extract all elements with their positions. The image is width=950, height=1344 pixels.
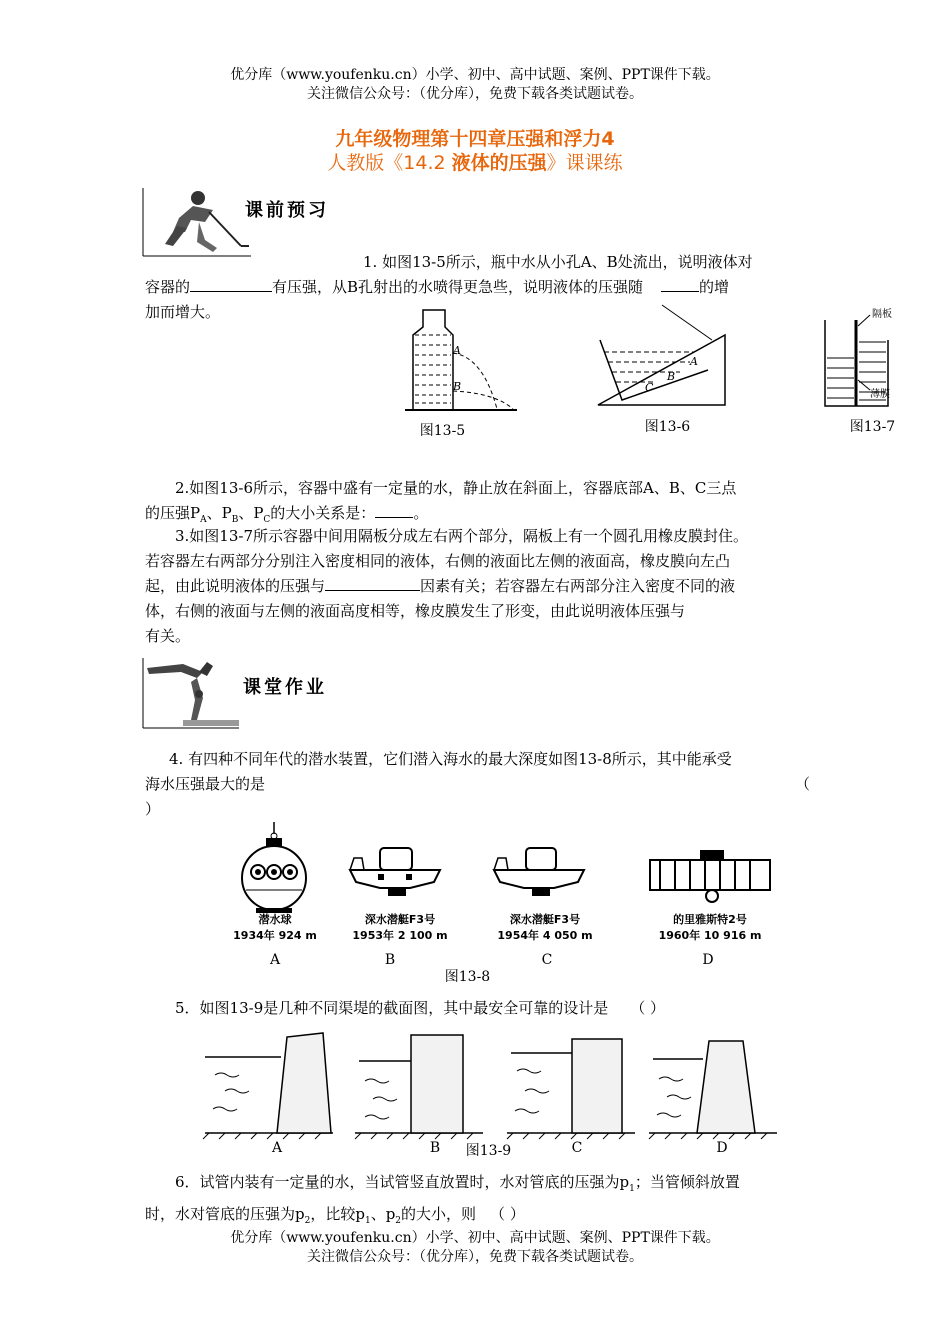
section-preview-label: 课前预习 xyxy=(245,200,329,221)
dams-figure xyxy=(195,1025,785,1140)
q6-text-2b: ，比较p xyxy=(310,1205,365,1223)
fig5-label-a: A xyxy=(453,344,461,357)
skater-icon xyxy=(143,188,253,258)
q2-sub-a: A xyxy=(200,515,207,525)
q6-sub-2: 2 xyxy=(304,1216,311,1226)
fig8-item-d xyxy=(650,912,770,944)
slope-container-figure xyxy=(590,300,730,410)
q3-text-3a: 起，由此说明液体的压强与 xyxy=(145,577,326,595)
fig9-letter-b: B xyxy=(429,1140,441,1156)
fig8-a-info: 1934年 924 m xyxy=(233,929,317,942)
q4-text-2: 海水压强最大的是 xyxy=(145,775,266,793)
q6-sub-1: 1 xyxy=(629,1184,635,1194)
q2-p: 的压强P xyxy=(145,504,201,522)
subtitle-part-2: 液体的压强 xyxy=(451,152,547,174)
q1-blank-2[interactable] xyxy=(661,275,699,292)
q1-text-d: 的增 xyxy=(699,278,730,296)
q6-line-1 xyxy=(145,1170,810,1202)
q6-paren: （ ） xyxy=(490,1205,525,1223)
q3-text-3b: 因素有关；若容器左右两部分注入密度不同的液 xyxy=(420,577,736,595)
fig6-label-c: C xyxy=(645,381,654,394)
fig8-letter-d: D xyxy=(702,952,714,968)
fig8-c-name: 深水潜艇F3号 xyxy=(509,913,581,926)
question-5 xyxy=(145,996,810,1021)
q2-line-1: 2.如图13-6所示，容器中盛有一定量的水，静止放在斜面上，容器底部A、B、C三点 xyxy=(175,479,737,497)
q3-blank-1[interactable] xyxy=(325,574,420,591)
fig8-caption: 图13-8 xyxy=(444,969,491,985)
q6-text-1a: 6．试管内装有一定量的水，当试管竖直放置时，水对管底的压强为p xyxy=(175,1173,630,1191)
q6-text-1b: ；当管倾斜放置 xyxy=(634,1173,740,1191)
q2-text-c: 的大小关系是： xyxy=(270,504,376,522)
fig8-d-info: 1960年 10 916 m xyxy=(658,929,762,942)
q3-line-2: 若容器左右两部分分别注入密度相同的液体，右侧的液面比左侧的液面高，橡皮膜向左凸 xyxy=(145,552,731,570)
q2-sep2: 、P xyxy=(238,504,264,522)
question-6 xyxy=(145,1170,810,1234)
partition-container-figure xyxy=(822,318,902,410)
fig8-d-name: 的里雅斯特2号 xyxy=(673,913,747,926)
q3-line-5: 有关。 xyxy=(145,627,191,645)
fig7-caption: 图13-7 xyxy=(849,419,896,435)
q5-line xyxy=(145,996,810,1021)
q1-line-2 xyxy=(145,275,810,300)
q4-line-3: ） xyxy=(145,800,161,818)
q1-line-3: 加而增大。 xyxy=(145,303,221,321)
q6-sub-4: 2 xyxy=(395,1216,402,1226)
fig5-label-b: B xyxy=(453,380,462,393)
fig8-letter-b: B xyxy=(384,952,396,968)
submarines-figure xyxy=(230,820,790,920)
fig9-letter-d: D xyxy=(716,1140,728,1156)
fig8-c-info: 1954年 4 050 m xyxy=(497,929,593,942)
fig8-item-b xyxy=(345,912,455,944)
fig9-letter-a: A xyxy=(271,1140,283,1156)
q4-paren-open: （ xyxy=(794,775,810,793)
q4-line-2 xyxy=(145,772,810,797)
q6-text-2d: 的大小，则 xyxy=(401,1205,477,1223)
q1-text-c: 有压强，从B孔射出的水喷得更急些，说明液体的压强随 xyxy=(272,278,644,296)
q1-text-b: 容器的 xyxy=(145,278,191,296)
trieste-drawing xyxy=(650,850,770,902)
footer-line-1: 优分库（www.youfenku.cn）小学、初中、高中试题、案例、PPT课件下载。 xyxy=(230,1230,720,1246)
bottle-figure xyxy=(405,305,520,415)
fig6-label-a: A xyxy=(690,355,698,368)
fig9-caption: 图13-9 xyxy=(465,1143,512,1159)
q3-line-4: 体，右侧的液面与左侧的液面高度相等，橡皮膜发生了形变，由此说明液体压强与 xyxy=(145,602,686,620)
header-line-2: 关注微信公众号：（优分库），免费下载各类试题试卷。 xyxy=(307,86,643,102)
q4-line-1: 4. 有四种不同年代的潜水装置，它们潜入海水的最大深度如图13-8所示，其中能承受 xyxy=(169,750,732,768)
page-subtitle xyxy=(0,150,950,176)
q1-line-1: 1. 如图13-5所示，瓶中水从小孔A、B处流出，说明液体对 xyxy=(363,253,753,271)
q2-blank[interactable] xyxy=(375,501,413,518)
fig7-label-membrane: 薄膜 xyxy=(870,389,890,400)
q6-text-2c: 、p xyxy=(370,1205,396,1223)
q6-text-2a: 时，水对管底的压强为p xyxy=(145,1205,305,1223)
fig6-label-b: B xyxy=(667,370,676,383)
footer-line-2: 关注微信公众号：（优分库），免费下载各类试题试卷。 xyxy=(307,1249,643,1265)
fig8-item-c xyxy=(490,912,600,944)
question-4 xyxy=(145,747,810,822)
submarine-b-drawing xyxy=(350,848,440,896)
fig8-a-name: 潜水球 xyxy=(258,913,292,926)
q5-text: 5．如图13-9是几种不同渠堤的截面图，其中最安全可靠的设计是 xyxy=(175,999,609,1017)
fig5-caption: 图13-5 xyxy=(419,423,466,439)
submarine-c-drawing xyxy=(494,848,584,896)
bathysphere-drawing xyxy=(242,822,306,913)
fig8-letter-c: C xyxy=(541,952,553,968)
page-title: 九年级物理第十四章压强和浮力4 xyxy=(335,128,615,150)
q6-sub-3: 1 xyxy=(364,1216,371,1226)
section-classwork-label: 课堂作业 xyxy=(243,677,327,698)
q1-blank-1[interactable] xyxy=(190,275,272,292)
question-3 xyxy=(145,524,810,649)
fig8-b-name: 深水潜艇F3号 xyxy=(364,913,436,926)
fig6-caption: 图13-6 xyxy=(644,419,691,435)
q5-paren: （ ） xyxy=(630,999,666,1017)
gymnast-icon xyxy=(143,658,243,730)
q2-sep1: 、P xyxy=(206,504,232,522)
q2-sub-c: C xyxy=(263,515,271,525)
fig7-label-partition: 隔板 xyxy=(872,309,892,320)
subtitle-part-1: 人教版《14.2 xyxy=(327,152,452,174)
fig8-b-info: 1953年 2 100 m xyxy=(352,929,448,942)
q3-line-1: 3.如图13-7所示容器中间用隔板分成左右两个部分，隔板上有一个圆孔用橡皮膜封住。 xyxy=(175,527,749,545)
fig8-letter-a: A xyxy=(269,952,281,968)
header-line-1: 优分库（www.youfenku.cn）小学、初中、高中试题、案例、PPT课件下载。 xyxy=(230,67,720,83)
q3-line-3 xyxy=(145,574,810,599)
q2-sub-b: B xyxy=(231,515,239,525)
fig8-item-a xyxy=(225,912,325,944)
q2-text-d: 。 xyxy=(413,504,429,522)
subtitle-part-3: 》课课练 xyxy=(546,152,623,174)
fig9-letter-c: C xyxy=(571,1140,583,1156)
